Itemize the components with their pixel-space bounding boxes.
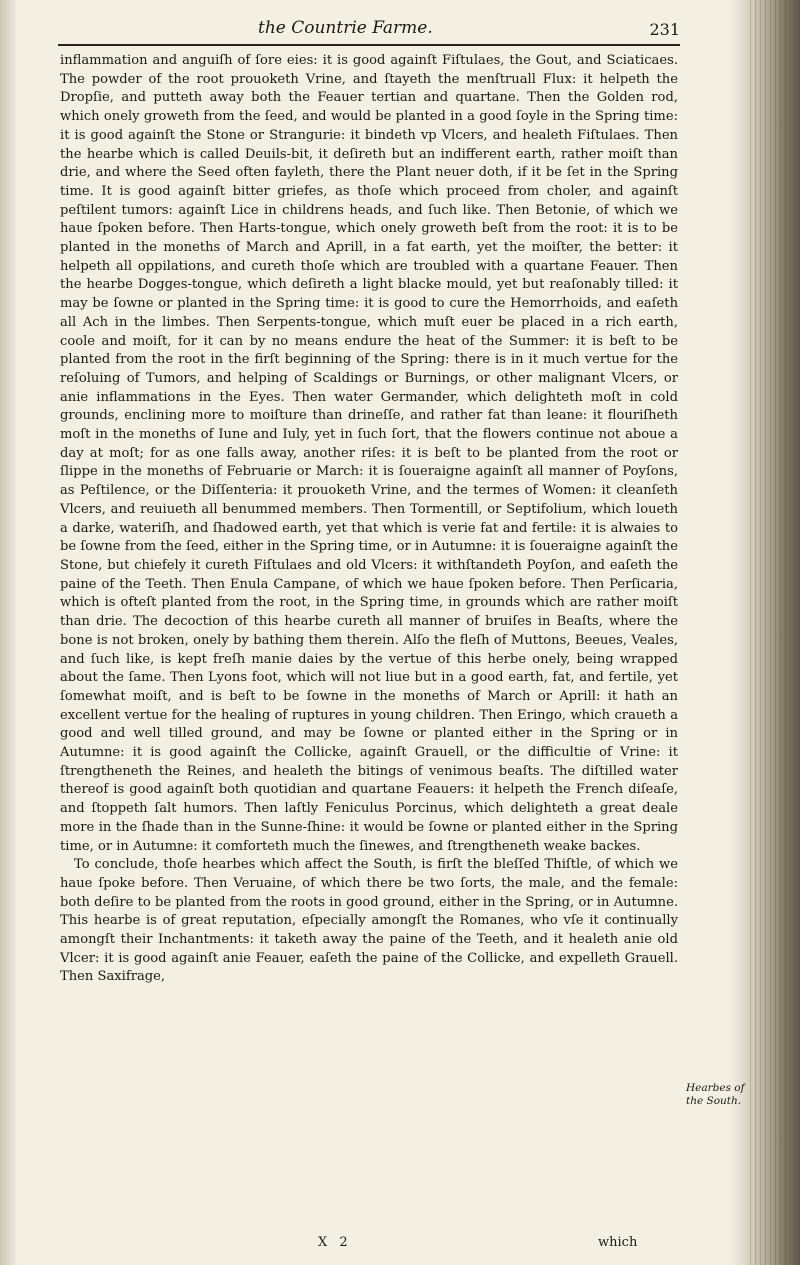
margin-note: Hearbes of the South. [686, 1082, 745, 1107]
paragraph-2: To conclude, thoſe hearbes which affect the South, is firſt the bleſſed Thiſtle, of which we haue ſpoke before. Then Veruaine, of which there be two ſorts, the male, and the female: both deſire to be planted from the roots in good ground, either in the Spring, or in Autumne. This hearbe is of great reputation, eſpecially amongſt the Romanes, who vſe it continually amongſt their Inchantments: it taketh away the paine of the Teeth, and it healeth anie old Vlcer: it is good againſt anie Feauer, eaſeth the paine of the Collicke, and expelleth Grauell. Then Saxifrage, [60, 857, 678, 985]
book-spine-shadow [730, 0, 800, 1265]
catchword: which [598, 1235, 638, 1250]
page-number: 231 [649, 20, 680, 39]
page-left-edge [0, 0, 18, 1265]
paragraph-1: inflammation and anguiſh of ſore eies: it is good againſt Fiſtulaes, the Gout, and Sciaticaes. The powder of the root prouoketh Vrine, and ſtayeth the menſtruall Flux: it helpeth the Dropſie, and putteth away both the Feauer tertian and quartane. Then the Golden rod, which onely groweth from the ſeed, and would be planted in a good ſoyle in the Spring time: it is good againſt the Stone or Strangurie: it bindeth vp Vlcers, and healeth Fiſtulaes. Then the hearbe which is called Deuils-bit, it deſireth but an indifferent earth, rather moiſt than drie, and where the Seed often fayleth, there the Plant neuer doth, if it be ſet in the Spring time. It is good againſt bitter griefes, as thoſe which proceed from choler, and againſt peſtilent tumors: againſt Lice in childrens heads, and ſuch like. Then Betonie, of which we haue ſpoken before. Then Harts-tongue, which onely groweth beſt from the root: it is to be planted in the moneths of March and Aprill, in a fat earth, yet the moiſter, the better: it helpeth all oppilations, and cureth thoſe which are troubled with a quartane Feauer. Then the hearbe Dogges-tongue, which deſireth a light blacke mould, yet but reaſonably tilled: it may be ſowne or planted in the Spring time: it is good to cure the Hemorrhoids, and eaſeth all Ach in the limbes. Then Serpents-tongue, which muſt euer be placed in a rich earth, coole and moiſt, for it can by no means endure the heat of the Summer: it is beſt to be planted from the root in the firſt beginning of the Spring: there is in it much vertue for the reſoluing of Tumors, and helping of Scaldings or Burnings, or other malignant Vlcers, or anie inflammations in the Eyes. Then water Germander, which delighteth moſt in cold grounds, enclining more to moiſture than drineſſe, and rather fat than leane: it flouriſheth moſt in the moneths of Iune and Iuly, yet in ſuch ſort, that the flowers continue not aboue a day at moſt; for as one falls away, another riſes: it is beſt to be planted from the root or ſlippe in the moneths of Februarie or March: it is ſoueraigne againſt all manner of Poyſons, as Peſtilence, or the Diſſenteria: it prouoketh Vrine, and the termes of Women: it cleanſeth Vlcers, and reuiueth all benummed members. Then Tormentill, or Septifolium, which loueth a darke, wateriſh, and ſhadowed earth, yet that which is verie fat and fertile: it is alwaies to be ſowne from the ſeed, either in the Spring time, or in Autumne: it is ſoueraigne againſt the Stone, but chiefely it cureth Fiſtulaes and old Vlcers: it withſtandeth Poyſon, and eaſeth the paine of the Teeth. Then Enula Campane, of which we haue ſpoken before. Then Perſicaria, which is ofteſt planted from the root, in the Spring time, in grounds which are rather moiſt than drie. The decoction of this hearbe cureth all manner of bruiſes in Beaſts, where the bone is not broken, onely by bathing them therein. Alſo the fleſh of Muttons, Beeues, Veales, and ſuch like, is kept freſh manie daies by the vertue of this herbe onely, being wrapped about the ſame. Then Lyons foot, which will not liue but in a good earth, fat, and fertile, yet ſomewhat moiſt, and is beſt to be ſowne in the moneths of March or Aprill: it hath an excellent vertue for the healing of ruptures in young children. Then Eringo, which craueth a good and well tilled ground, and may be ſowne or planted either in the Spring or in Autumne: it is good againſt the Collicke, againſt Grauell, or the difficultie of Vrine: it ſtrengtheneth the Reines, and healeth the bitings of venimous beaſts. The diſtilled water thereof is good againſt both quotidian and quartane Feauers: it helpeth the French diſeaſe, and ſtoppeth ſalt humors. Then laſtly Feniculus Porcinus, which delighteth a great deale more in the ſhade than in the Sunne-ſhine: it would be ſowne or planted either in the Spring time, or in Autumne: it comforteth much the ſinewes, and ſtrengtheneth weake backes. [60, 53, 678, 854]
running-header [58, 10, 680, 46]
body-text [60, 52, 678, 987]
signature-mark: X 2 [318, 1235, 352, 1250]
running-title: the Countrie Farme. [258, 18, 433, 38]
header-rule [58, 44, 680, 46]
page-edge-lines [750, 0, 790, 1265]
